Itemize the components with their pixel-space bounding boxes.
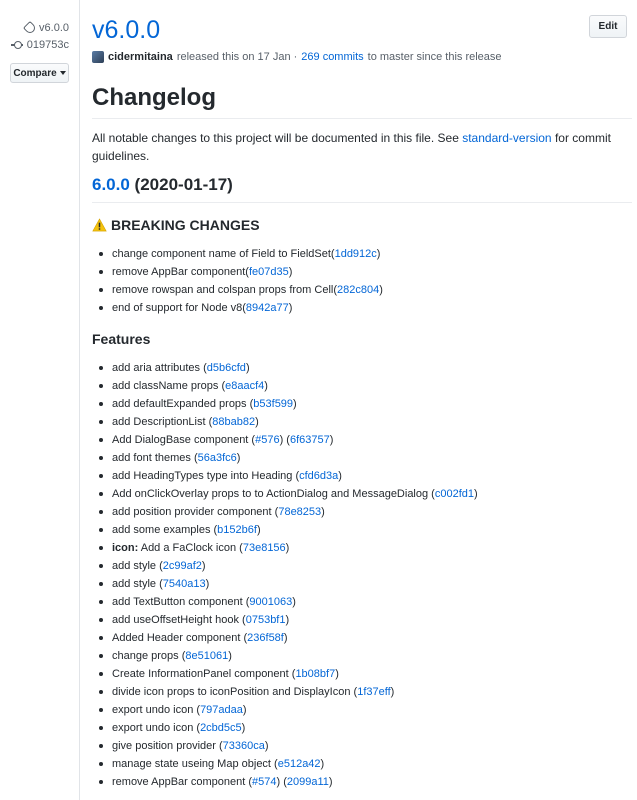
release-main [92,0,632,800]
list-item [92,503,632,521]
item-text: export undo icon ( [112,722,201,734]
commit-link[interactable] [11,39,69,51]
commit-hash-link[interactable]: 73e8156 [242,542,286,554]
item-text: Added Header component ( [112,632,248,644]
compare-label: Compare [13,67,57,79]
commit-hash-link[interactable]: 1f37eff [357,686,391,698]
commit-hash-link[interactable]: 2099a11 [286,776,329,788]
chevron-down-icon [60,71,66,75]
item-text: change props ( [112,650,186,662]
intro-before: All notable changes to this project will be documented in this file. See [92,131,463,145]
item-text: add font themes ( [112,452,198,464]
edit-button[interactable]: Edit [589,15,627,38]
item-suffix: ) [335,668,339,680]
item-suffix: ) [474,488,478,500]
author-link[interactable]: cidermitaina [108,51,173,63]
item-suffix: ) [376,248,381,260]
item-suffix: ) [379,284,383,296]
item-suffix: ) [293,398,297,410]
commit-hash-link[interactable]: cfd6d3a [299,470,339,482]
list-item [92,701,632,719]
item-text: export undo icon ( [112,704,201,716]
commit-hash-link[interactable]: 1dd912c [334,248,377,260]
features-list [92,359,632,791]
since-text: to master since this release [367,51,502,63]
list-item [92,281,632,299]
item-separator: ) ( [276,776,287,788]
version-link[interactable]: 6.0.0 [92,175,130,194]
commits-link[interactable]: 269 commits [301,51,364,63]
tag-label: v6.0.0 [39,22,69,34]
list-item [92,263,632,281]
list-item [92,359,632,377]
item-text: add DescriptionList ( [112,416,213,428]
intro-after: for commit guidelines. [92,131,611,163]
list-item [92,377,632,395]
item-text: add defaultExpanded props ( [112,398,254,410]
item-suffix: ) [390,686,395,698]
list-item [92,665,632,683]
list-item [92,467,632,485]
commit-icon [11,40,23,50]
item-text: add style ( [112,578,163,590]
item-text: remove AppBar component ( [112,776,253,788]
item-suffix: ) [264,380,268,392]
list-item [92,647,632,665]
item-text: Add onClickOverlay props to to ActionDialog and MessageDialog ( [112,488,435,500]
item-separator: ) ( [279,434,290,446]
commit-hash-link[interactable]: 7540a13 [162,578,206,590]
list-item [92,395,632,413]
commit-hash-link[interactable]: e8aacf4 [225,380,265,392]
release-title[interactable]: v6.0.0 [92,16,161,44]
breaking-changes-heading [92,217,260,233]
item-suffix: ) [285,614,290,626]
commit-hash-link[interactable]: 6f63757 [289,434,330,446]
list-item [92,629,632,647]
item-text: add HeadingTypes type into Heading ( [112,470,300,482]
item-text: end of support for Node v8( [112,302,246,314]
breaking-changes-list [92,245,632,317]
list-item [92,557,632,575]
item-text: change component name of Field to FieldSet( [112,248,335,260]
item-text: add className props ( [112,380,226,392]
list-item [92,773,632,791]
item-suffix: ) [288,302,293,314]
warning-icon [92,218,107,232]
item-text: Create InformationPanel component ( [112,668,296,680]
item-text: add some examples ( [112,524,218,536]
item-scope: icon: [112,542,139,554]
version-divider [92,202,632,203]
item-text: add style ( [112,560,163,572]
commit-hash-link[interactable]: 236f58f [247,632,284,644]
item-suffix: ) [245,362,250,374]
standard-version-link[interactable]: standard-version [462,131,552,145]
commit-label: 019753c [26,39,69,51]
features-heading: Features [92,331,151,347]
item-text: add position provider component ( [112,506,279,518]
item-suffix: ) [283,632,288,644]
item-text: remove AppBar component( [112,266,249,278]
commit-hash-link[interactable]: 8e51061 [185,650,229,662]
list-item [92,593,632,611]
item-suffix: ) [201,560,206,572]
breaking-heading-label: BREAKING CHANGES [111,217,260,233]
changelog-heading: Changelog [92,84,216,111]
list-item [92,245,632,263]
commit-hash-link[interactable]: 8942a77 [245,302,289,314]
commit-hash-link[interactable]: 1b08bf7 [295,668,336,680]
version-date: (2020-01-17) [134,175,233,194]
commit-hash-link[interactable]: 73360ca [222,740,265,752]
list-item [92,539,632,557]
commit-hash-link[interactable]: 9001063 [249,596,293,608]
item-suffix: ) [256,524,261,536]
intro-paragraph [92,129,632,165]
list-item [92,755,632,773]
list-item [92,575,632,593]
release-meta [92,51,502,63]
item-suffix: ) [292,596,296,608]
item-text: manage state useing Map object ( [112,758,278,770]
item-suffix: ) [236,452,241,464]
compare-button[interactable] [10,63,69,83]
item-text: Add DialogBase component ( [112,434,256,446]
item-suffix: ) [320,758,325,770]
commit-hash-link[interactable]: 2cbd5c5 [200,722,242,734]
tag-link[interactable] [25,22,69,34]
list-item [92,485,632,503]
item-text: add useOffsetHeight hook ( [112,614,246,626]
list-item [92,521,632,539]
tag-icon [23,21,37,35]
version-heading [92,175,233,195]
item-text: Add a FaClock icon ( [138,542,243,554]
commit-hash-link[interactable]: fe07d35 [248,266,289,278]
item-suffix: ) [328,776,333,788]
item-suffix: ) [242,704,247,716]
commit-hash-link[interactable]: b53f599 [253,398,294,410]
item-text: divide icon props to iconPosition and DisplayIcon ( [112,686,358,698]
list-item [92,299,632,317]
list-item [92,719,632,737]
item-suffix: ) [321,506,325,518]
commit-hash-link[interactable]: 0753bf1 [245,614,286,626]
avatar[interactable] [92,51,104,63]
list-item [92,611,632,629]
item-suffix: ) [285,542,290,554]
commit-hash-link[interactable]: 282c804 [337,284,380,296]
list-item [92,449,632,467]
item-suffix: ) [205,578,210,590]
list-item [92,431,632,449]
commit-hash-link[interactable]: b152b6f [217,524,257,536]
list-item [92,737,632,755]
item-text: add aria attributes ( [112,362,207,374]
item-suffix: ) [228,650,232,662]
release-sidebar [0,0,80,800]
item-text: give position provider ( [112,740,223,752]
item-suffix: ) [264,740,269,752]
list-item [92,413,632,431]
item-suffix: ) [241,722,246,734]
item-suffix: ) [288,266,293,278]
commit-hash-link[interactable]: e512a42 [277,758,321,770]
item-suffix: ) [338,470,342,482]
heading-divider [92,118,632,119]
item-suffix: ) [255,416,259,428]
item-suffix: ) [329,434,334,446]
commit-hash-link[interactable]: c002fd1 [434,488,474,500]
item-text: add TextButton component ( [112,596,250,608]
item-text: remove rowspan and colspan props from Cell( [112,284,337,296]
commit-hash-link[interactable]: 56a3fc6 [197,452,237,464]
issue-link[interactable]: #574 [252,776,277,788]
commit-hash-link[interactable]: 2c99af2 [162,560,202,572]
issue-link[interactable]: #576 [255,434,280,446]
released-text: released this on 17 Jan · [176,51,298,63]
commit-hash-link[interactable]: 88bab82 [212,416,256,428]
commit-hash-link[interactable]: d5b6cfd [206,362,246,374]
list-item [92,683,632,701]
commit-hash-link[interactable]: 797adaa [200,704,243,716]
commit-hash-link[interactable]: 78e8253 [278,506,322,518]
